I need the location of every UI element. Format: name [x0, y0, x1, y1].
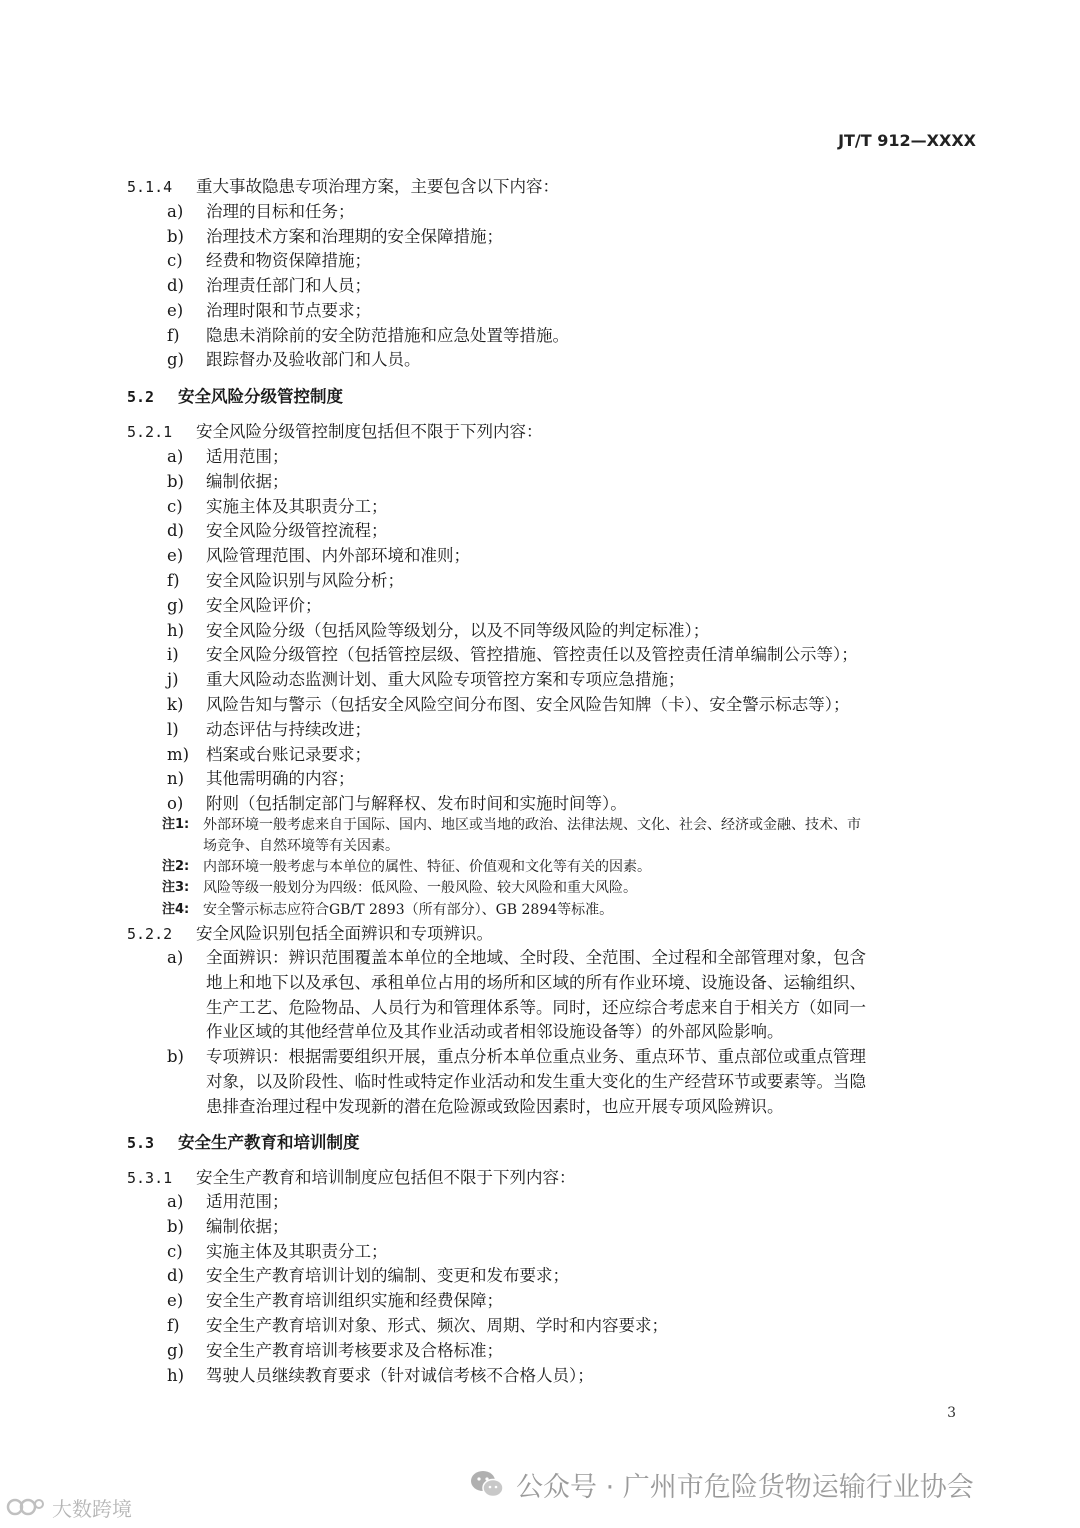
list-text: 安全风险分级（包括风险等级划分，以及不同等级风险的判定标准）； — [206, 620, 710, 640]
list-text: 隐患未消除前的安全防范措施和应急处置等措施。 — [206, 325, 569, 345]
list-text: 实施主体及其职责分工； — [206, 496, 388, 516]
page-number: 3 — [947, 1405, 956, 1421]
list-text: 适用范围； — [206, 1192, 289, 1211]
list-label: e) — [167, 546, 184, 566]
note-label: 注2: — [162, 859, 190, 874]
section-number: 5.2 — [127, 388, 155, 406]
list-label: k) — [167, 695, 184, 714]
wechat-icon — [470, 1469, 504, 1499]
list-text: 作业区域的其他经营单位及其作业活动或者相邻设施设备等）的外部风险影响。 — [206, 1022, 784, 1042]
note-text: 外部环境一般考虑来自于国际、国内、地区或当地的政治、法律法规、文化、社会、经济或金融、技术、市 — [203, 817, 861, 833]
clause-text: 安全风险分级管控制度包括但不限于下列内容： — [196, 422, 543, 441]
list-text: 治理的目标和任务； — [206, 202, 355, 221]
watermark-wechat — [470, 1466, 974, 1502]
list-text: 适用范围； — [206, 447, 289, 466]
list-label: n) — [167, 769, 185, 789]
clause-text: 安全风险识别包括全面辨识和专项辨识。 — [196, 924, 493, 943]
list-label: b) — [167, 471, 184, 491]
list-label: c) — [167, 496, 183, 516]
list-text: 编制依据； — [206, 1216, 289, 1236]
list-label: a) — [167, 447, 184, 466]
list-label: f) — [167, 325, 180, 345]
list-label: f) — [167, 1316, 180, 1335]
list-text: 全面辨识：辨识范围覆盖本单位的全地域、全时段、全范围、全过程和全部管理对象，包含 — [206, 948, 866, 967]
list-label: f) — [167, 571, 180, 590]
clause-text: 重大事故隐患专项治理方案，主要包含以下内容： — [196, 177, 559, 196]
list-text: 安全风险分级管控流程； — [206, 521, 388, 541]
list-text: 生产工艺、危险物品、人员行为和管理体系等。同时，还应综合考虑来自于相关方（如同一 — [206, 997, 866, 1017]
list-text: 实施主体及其职责分工； — [206, 1241, 388, 1261]
list-text: 驾驶人员继续教育要求（针对诚信考核不合格人员）； — [206, 1365, 594, 1385]
list-label: b) — [167, 1216, 184, 1236]
list-label: h) — [167, 620, 185, 640]
list-label: a) — [167, 948, 184, 967]
note-text: 场竞争、自然环境等有关因素。 — [203, 838, 399, 854]
note-label: 注1: — [162, 817, 190, 832]
list-label: m) — [167, 744, 190, 764]
note-text: 风险等级一般划分为四级：低风险、一般风险、较大风险和重大风险。 — [203, 880, 637, 896]
list-label: g) — [167, 595, 184, 615]
list-text: 安全风险识别与风险分析； — [206, 571, 404, 590]
list-text: 治理责任部门和人员； — [206, 276, 371, 296]
watermark-corner — [6, 1493, 132, 1521]
list-text: 其他需明确的内容； — [206, 769, 355, 789]
section-number: 5.3 — [127, 1134, 155, 1152]
clause-number: 5.3.1 — [127, 1169, 173, 1187]
list-text: 安全风险分级管控（包括管控层级、管控措施、管控责任以及管控责任清单编制公示等）； — [206, 645, 858, 665]
list-text: 安全生产教育培训对象、形式、频次、周期、学时和内容要求； — [206, 1316, 668, 1335]
list-text: 专项辨识：根据需要组织开展，重点分析本单位重点业务、重点环节、重点部位或重点管理 — [206, 1047, 866, 1067]
list-label: c) — [167, 251, 183, 271]
list-label: j) — [167, 670, 179, 690]
list-text: 安全风险评价； — [206, 595, 322, 615]
section-title: 安全风险分级管控制度 — [178, 387, 343, 406]
list-text: 治理技术方案和治理期的安全保障措施； — [206, 226, 503, 246]
clause-number: 5.1.4 — [127, 178, 173, 196]
list-label: e) — [167, 1291, 184, 1311]
list-text: 患排查治理过程中发现新的潜在危险源或致险因素时，也应开展专项风险辨识。 — [206, 1096, 784, 1116]
list-label: a) — [167, 202, 184, 221]
list-text: 附则（包括制定部门与解释权、发布时间和实施时间等）。 — [206, 794, 627, 814]
watermark-text: 公众号 · 广州市危险货物运输行业协会 — [516, 1471, 974, 1503]
list-label: b) — [167, 226, 184, 246]
list-text: 安全生产教育培训计划的编制、变更和发布要求； — [206, 1266, 569, 1286]
note-label: 注4: — [162, 902, 190, 917]
list-text: 经费和物资保障措施； — [206, 251, 371, 271]
list-text: 档案或台账记录要求； — [206, 744, 371, 764]
section-title: 安全生产教育和培训制度 — [178, 1133, 360, 1152]
list-text: 动态评估与持续改进； — [206, 719, 371, 739]
clause-text: 安全生产教育和培训制度应包括但不限于下列内容： — [196, 1168, 576, 1187]
list-text: 地上和地下以及承包、承租单位占用的场所和区域的所有作业环境、设施设备、运输组织、 — [206, 972, 866, 992]
list-label: l) — [167, 719, 179, 739]
list-label: d) — [167, 521, 184, 541]
list-text: 风险告知与警示（包括安全风险空间分布图、安全风险告知牌（卡）、安全警示标志等）； — [206, 695, 850, 714]
note-text: 安全警示标志应符合GB/T 2893（所有部分）、GB 2894等标准。 — [203, 902, 614, 918]
logo-icon — [6, 1496, 46, 1518]
list-label: i) — [167, 645, 179, 665]
list-text: 编制依据； — [206, 471, 289, 491]
list-text: 安全生产教育培训考核要求及合格标准； — [206, 1340, 503, 1360]
list-label: b) — [167, 1047, 184, 1067]
list-label: h) — [167, 1365, 185, 1385]
watermark-corner-text: 大数跨境 — [52, 1496, 132, 1521]
list-label: g) — [167, 350, 184, 370]
list-text: 对象，以及阶段性、临时性或特定作业活动和发生重大变化的生产经营环节或要素等。当隐 — [206, 1072, 866, 1091]
note-text: 内部环境一般考虑与本单位的属性、特征、价值观和文化等有关的因素。 — [203, 859, 651, 875]
list-text: 风险管理范围、内外部环境和准则； — [206, 546, 470, 566]
list-text: 跟踪督办及验收部门和人员。 — [206, 350, 421, 370]
note-label: 注3: — [162, 880, 190, 895]
list-label: d) — [167, 276, 184, 296]
list-label: d) — [167, 1266, 184, 1286]
list-text: 治理时限和节点要求； — [206, 300, 371, 320]
clause-number: 5.2.2 — [127, 925, 173, 943]
clause-number: 5.2.1 — [127, 423, 173, 441]
list-label: a) — [167, 1192, 184, 1211]
list-label: g) — [167, 1340, 184, 1360]
list-label: e) — [167, 300, 184, 320]
standard-code: JT/T 912—XXXX — [838, 131, 976, 150]
list-text: 重大风险动态监测计划、重大风险专项管控方案和专项应急措施； — [206, 670, 685, 690]
list-text: 安全生产教育培训组织实施和经费保障； — [206, 1291, 503, 1311]
list-label: c) — [167, 1241, 183, 1261]
list-label: o) — [167, 794, 184, 814]
